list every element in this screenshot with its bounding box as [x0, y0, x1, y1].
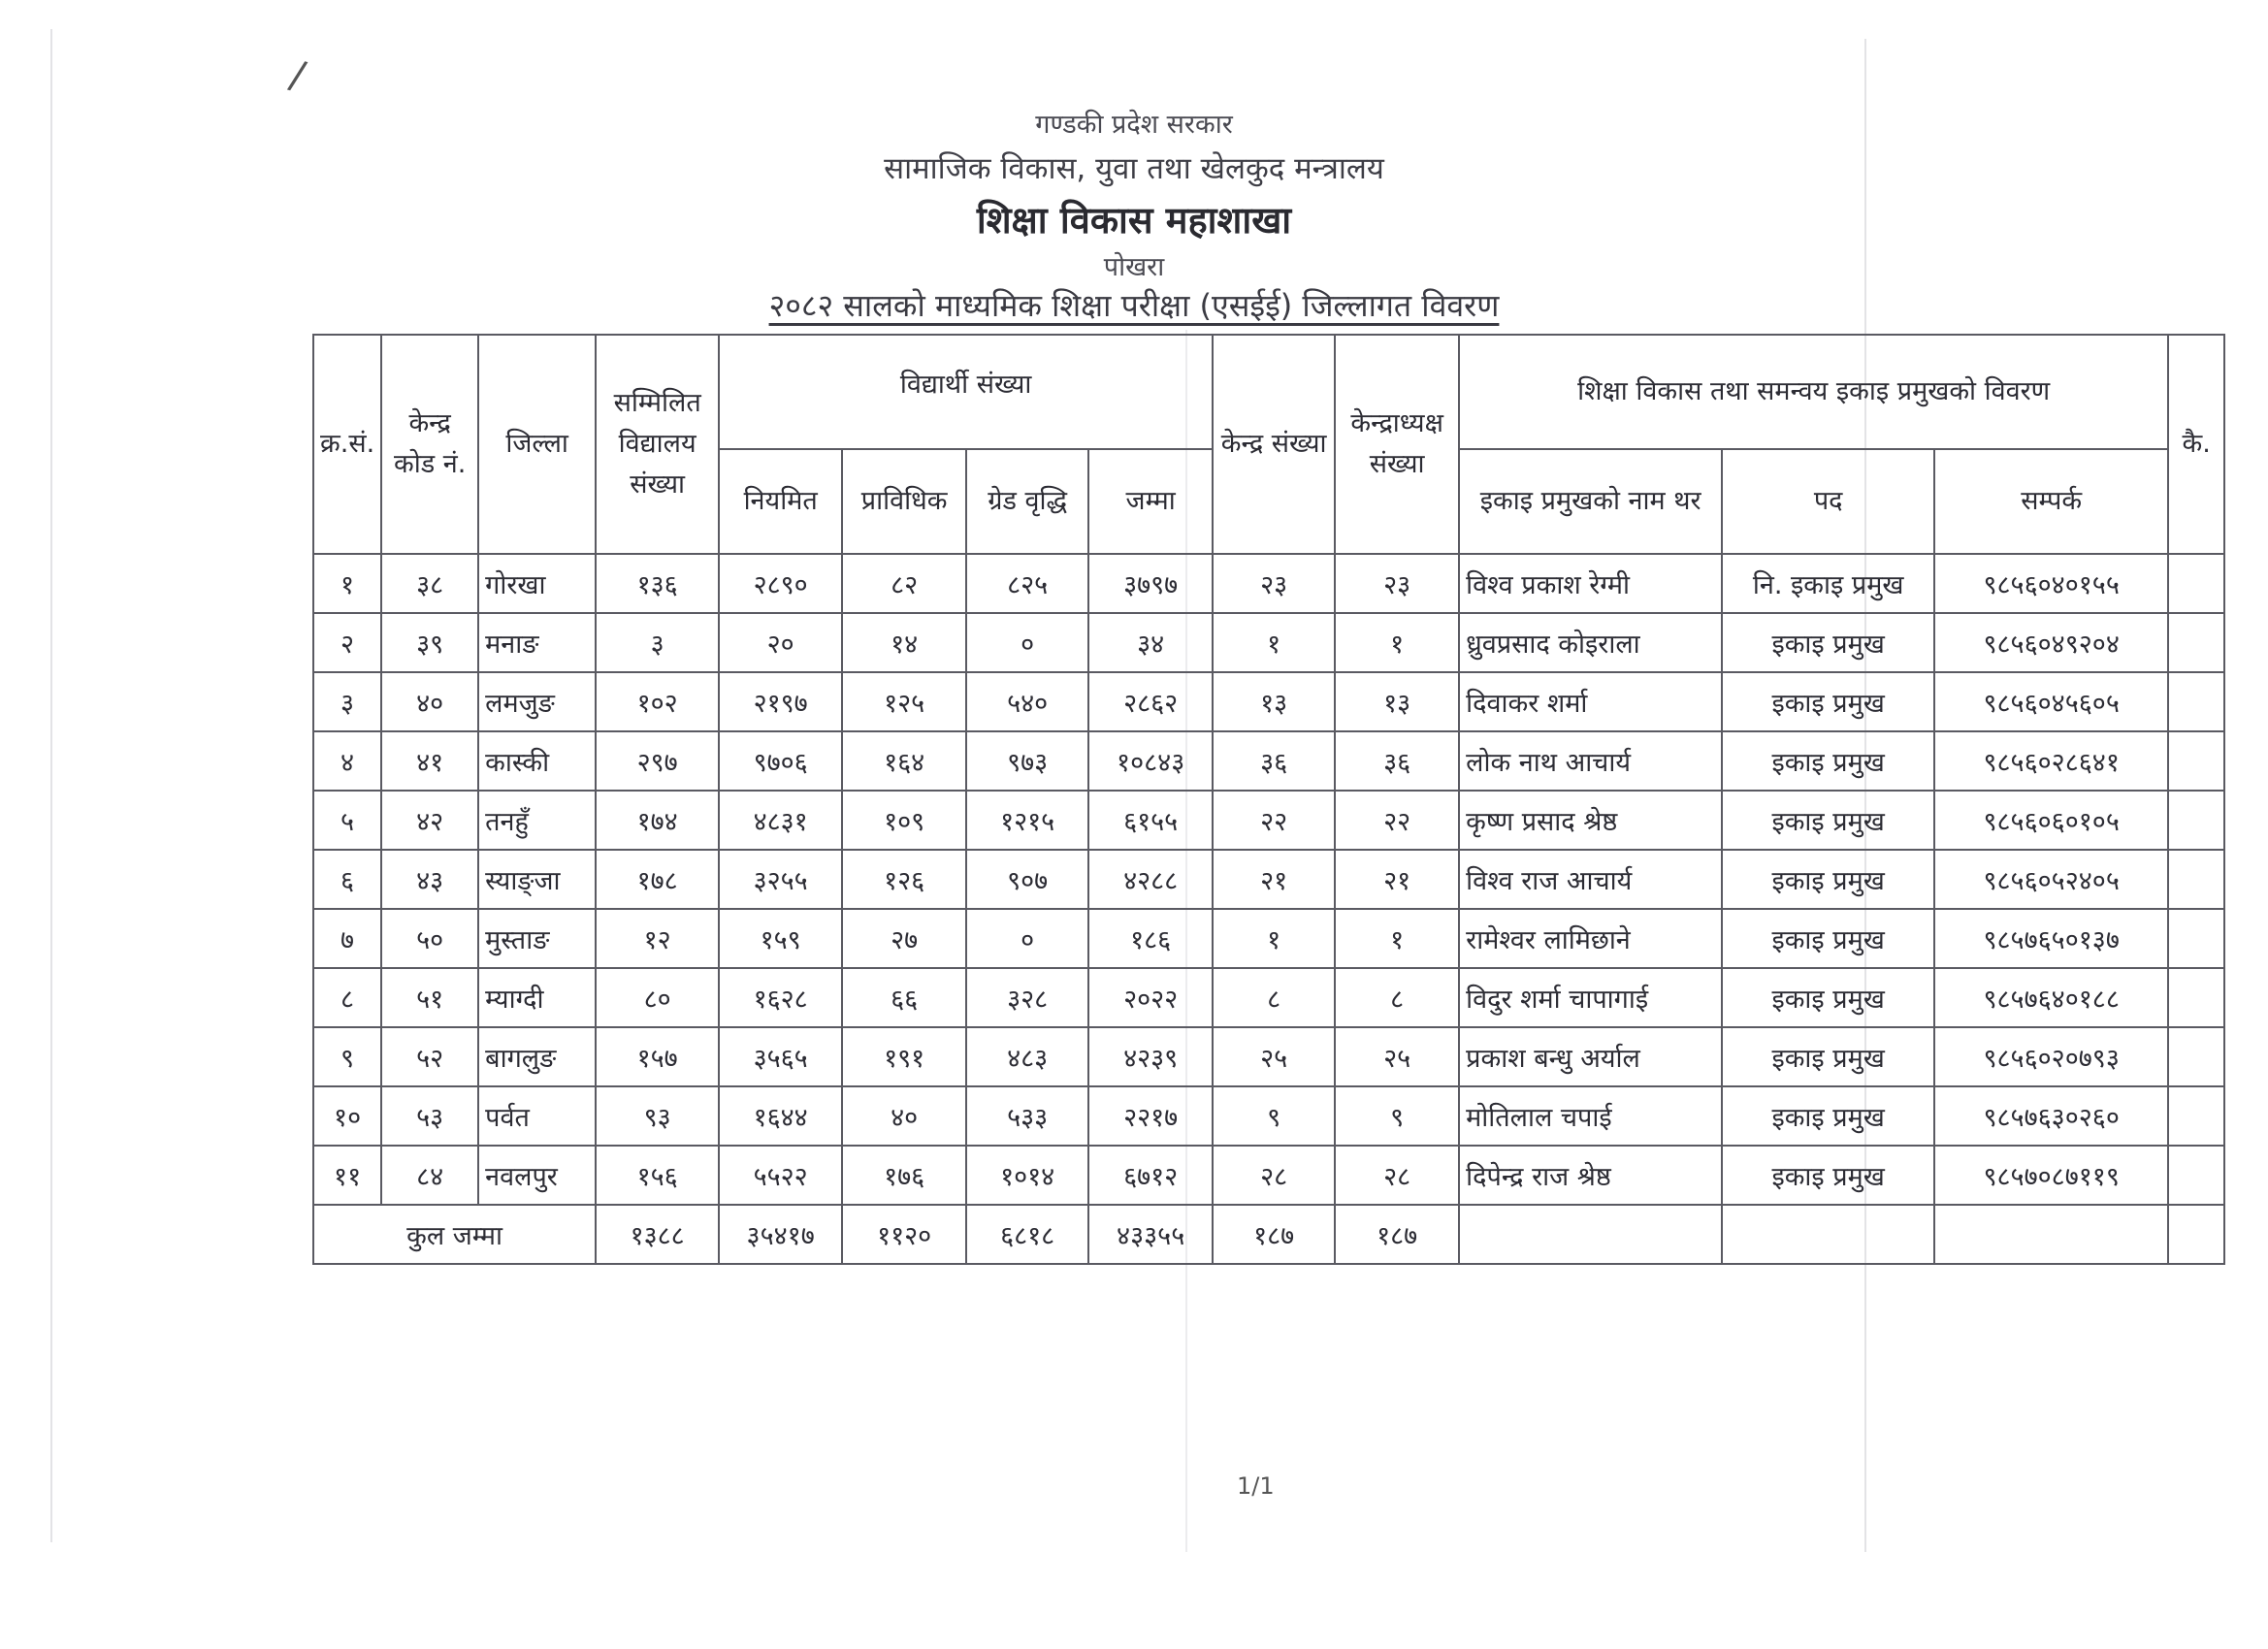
cell-district: लमजुङ: [478, 672, 596, 731]
cell-regular: २८९०: [719, 554, 842, 613]
cell-technical: १२६: [842, 850, 966, 909]
cell-remarks: [2168, 1086, 2224, 1146]
cell-contact: ९८५६०४५६०५: [1934, 672, 2168, 731]
cell-sn: ९: [313, 1027, 381, 1086]
cell-technical: ६६: [842, 968, 966, 1027]
cell-sn: ७: [313, 909, 381, 968]
table-row: [313, 554, 2224, 613]
cell-schools: २९७: [596, 731, 719, 791]
cell-contact: ९८५७०८७११९: [1934, 1146, 2168, 1205]
header-regular: नियमित: [719, 449, 842, 554]
table-row: [313, 613, 2224, 672]
cell-sn: ५: [313, 791, 381, 850]
cell-centers: २८: [1213, 1146, 1335, 1205]
cell-head-name: प्रकाश बन्धु अर्याल: [1459, 1027, 1722, 1086]
cell-post: इकाइ प्रमुख: [1722, 672, 1934, 731]
totals-empty-cell: [1459, 1205, 1722, 1264]
cell-contact: ९८५७६५०१३७: [1934, 909, 2168, 968]
cell-centers: ९: [1213, 1086, 1335, 1146]
cell-technical: ४०: [842, 1086, 966, 1146]
cell-centers: १: [1213, 613, 1335, 672]
cell-total: २२१७: [1088, 1086, 1213, 1146]
cell-grade-increment: ०: [966, 909, 1088, 968]
government-name: गण्डकी प्रदेश सरकार: [1035, 110, 1233, 140]
cell-remarks: [2168, 1027, 2224, 1086]
cell-regular: ३२५५: [719, 850, 842, 909]
totals-empty-cell: [1722, 1205, 1934, 1264]
cell-post: इकाइ प्रमुख: [1722, 613, 1934, 672]
cell-contact: ९८५७६४०१८८: [1934, 968, 2168, 1027]
cell-centers: १३: [1213, 672, 1335, 731]
cell-center-code: ५०: [381, 909, 478, 968]
totals-superintendents: १८७: [1335, 1205, 1459, 1264]
cell-total: २८६२: [1088, 672, 1213, 731]
cell-remarks: [2168, 613, 2224, 672]
cell-grade-increment: १२१५: [966, 791, 1088, 850]
cell-technical: १७६: [842, 1146, 966, 1205]
pen-mark: /: [285, 52, 310, 99]
cell-contact: ९८५६०५२४०५: [1934, 850, 2168, 909]
header-center-code: केन्द्र कोड नं.: [381, 335, 478, 554]
cell-head-name: मोतिलाल चपाई: [1459, 1086, 1722, 1146]
cell-post: नि. इकाइ प्रमुख: [1722, 554, 1934, 613]
cell-contact: ९८५६०६०१०५: [1934, 791, 2168, 850]
cell-district: पर्वत: [478, 1086, 596, 1146]
cell-sn: १: [313, 554, 381, 613]
cell-technical: १२५: [842, 672, 966, 731]
cell-regular: ४८३१: [719, 791, 842, 850]
cell-superintendents: २३: [1335, 554, 1459, 613]
cell-superintendents: २१: [1335, 850, 1459, 909]
table-row: [313, 672, 2224, 731]
cell-post: इकाइ प्रमुख: [1722, 909, 1934, 968]
cell-district: मुस्ताङ: [478, 909, 596, 968]
cell-sn: २: [313, 613, 381, 672]
cell-center-code: ४२: [381, 791, 478, 850]
totals-empty-cell: [2168, 1205, 2224, 1264]
cell-remarks: [2168, 554, 2224, 613]
table-row: [313, 1146, 2224, 1205]
cell-regular: ३५६५: [719, 1027, 842, 1086]
cell-district: स्याङ्जा: [478, 850, 596, 909]
table-row: [313, 968, 2224, 1027]
table-row: [313, 909, 2224, 968]
cell-regular: २१९७: [719, 672, 842, 731]
table-row: [313, 850, 2224, 909]
cell-head-name: ध्रुवप्रसाद कोइराला: [1459, 613, 1722, 672]
cell-superintendents: ९: [1335, 1086, 1459, 1146]
cell-grade-increment: ५३३: [966, 1086, 1088, 1146]
cell-post: इकाइ प्रमुख: [1722, 1146, 1934, 1205]
cell-center-code: ४३: [381, 850, 478, 909]
cell-center-code: ८४: [381, 1146, 478, 1205]
cell-sn: ३: [313, 672, 381, 731]
cell-superintendents: २२: [1335, 791, 1459, 850]
cell-sn: ८: [313, 968, 381, 1027]
totals-schools: १३८८: [596, 1205, 719, 1264]
cell-total: ३४: [1088, 613, 1213, 672]
cell-post: इकाइ प्रमुख: [1722, 968, 1934, 1027]
cell-head-name: लोक नाथ आचार्य: [1459, 731, 1722, 791]
cell-centers: ३६: [1213, 731, 1335, 791]
table-row: [313, 1027, 2224, 1086]
header-students: विद्यार्थी संख्या: [719, 335, 1213, 449]
cell-head-name: रामेश्वर लामिछाने: [1459, 909, 1722, 968]
cell-post: इकाइ प्रमुख: [1722, 1086, 1934, 1146]
cell-total: ३७९७: [1088, 554, 1213, 613]
cell-head-name: दिपेन्द्र राज श्रेष्ठ: [1459, 1146, 1722, 1205]
cell-post: इकाइ प्रमुख: [1722, 791, 1934, 850]
cell-schools: १२: [596, 909, 719, 968]
cell-superintendents: २५: [1335, 1027, 1459, 1086]
cell-superintendents: १: [1335, 613, 1459, 672]
cell-district: तनहुँ: [478, 791, 596, 850]
cell-contact: ९८५६०२०७९३: [1934, 1027, 2168, 1086]
cell-total: ६७१२: [1088, 1146, 1213, 1205]
city-name: पोखरा: [1103, 252, 1165, 282]
cell-remarks: [2168, 850, 2224, 909]
cell-grade-increment: ०: [966, 613, 1088, 672]
totals-row: [313, 1205, 2224, 1264]
exam-district-table: [312, 334, 2225, 1265]
cell-sn: १०: [313, 1086, 381, 1146]
table-body: [313, 554, 2224, 1205]
cell-technical: १६४: [842, 731, 966, 791]
cell-district: म्याग्दी: [478, 968, 596, 1027]
cell-head-name: दिवाकर शर्मा: [1459, 672, 1722, 731]
cell-technical: १०९: [842, 791, 966, 850]
cell-grade-increment: ३२८: [966, 968, 1088, 1027]
document-title-text: २०८२ सालको माध्यमिक शिक्षा परीक्षा (एसईई) जिल्लागत विवरण: [768, 287, 1500, 324]
cell-total: २०२२: [1088, 968, 1213, 1027]
cell-regular: १६४४: [719, 1086, 842, 1146]
cell-centers: ८: [1213, 968, 1335, 1027]
cell-center-code: ३८: [381, 554, 478, 613]
cell-schools: १७८: [596, 850, 719, 909]
cell-head-name: विदुर शर्मा चापागाई: [1459, 968, 1722, 1027]
division-name: शिक्षा विकास महाशाखा: [976, 199, 1292, 242]
cell-remarks: [2168, 1146, 2224, 1205]
header-remarks: कै.: [2168, 335, 2224, 554]
cell-district: बागलुङ: [478, 1027, 596, 1086]
cell-district: नवलपुर: [478, 1146, 596, 1205]
cell-regular: ९७०६: [719, 731, 842, 791]
header-district: जिल्ला: [478, 335, 596, 554]
cell-contact: ९८५६०४०१५५: [1934, 554, 2168, 613]
cell-technical: १९१: [842, 1027, 966, 1086]
cell-head-name: कृष्ण प्रसाद श्रेष्ठ: [1459, 791, 1722, 850]
cell-grade-increment: ४८३: [966, 1027, 1088, 1086]
cell-regular: ५५२२: [719, 1146, 842, 1205]
cell-remarks: [2168, 968, 2224, 1027]
cell-grade-increment: १०१४: [966, 1146, 1088, 1205]
cell-remarks: [2168, 909, 2224, 968]
cell-centers: २५: [1213, 1027, 1335, 1086]
cell-total: ६१५५: [1088, 791, 1213, 850]
header-technical: प्राविधिक: [842, 449, 966, 554]
header-centers: केन्द्र संख्या: [1213, 335, 1335, 554]
cell-total: १८६: [1088, 909, 1213, 968]
cell-center-code: ४१: [381, 731, 478, 791]
cell-post: इकाइ प्रमुख: [1722, 850, 1934, 909]
cell-post: इकाइ प्रमुख: [1722, 1027, 1934, 1086]
cell-remarks: [2168, 672, 2224, 731]
totals-empty-cell: [1934, 1205, 2168, 1264]
cell-technical: १४: [842, 613, 966, 672]
cell-superintendents: ३६: [1335, 731, 1459, 791]
cell-center-code: ५१: [381, 968, 478, 1027]
cell-schools: ८०: [596, 968, 719, 1027]
cell-regular: १५९: [719, 909, 842, 968]
cell-regular: १६२८: [719, 968, 842, 1027]
header-schools: सम्मिलित विद्यालय संख्या: [596, 335, 719, 554]
cell-district: गोरखा: [478, 554, 596, 613]
cell-contact: ९८५६०४९२०४: [1934, 613, 2168, 672]
totals-grade: ६८१८: [966, 1205, 1088, 1264]
cell-superintendents: १: [1335, 909, 1459, 968]
header-post: पद: [1722, 449, 1934, 554]
cell-technical: २७: [842, 909, 966, 968]
cell-total: १०८४३: [1088, 731, 1213, 791]
cell-centers: २१: [1213, 850, 1335, 909]
totals-technical: ११२०: [842, 1205, 966, 1264]
cell-superintendents: १३: [1335, 672, 1459, 731]
totals-regular: ३५४१७: [719, 1205, 842, 1264]
cell-schools: १३६: [596, 554, 719, 613]
cell-superintendents: ८: [1335, 968, 1459, 1027]
cell-center-code: ३९: [381, 613, 478, 672]
header-head-name: इकाइ प्रमुखको नाम थर: [1459, 449, 1722, 554]
cell-remarks: [2168, 731, 2224, 791]
totals-total: ४३३५५: [1088, 1205, 1213, 1264]
table-row: [313, 731, 2224, 791]
cell-remarks: [2168, 791, 2224, 850]
cell-grade-increment: ९७३: [966, 731, 1088, 791]
header-unit-details: शिक्षा विकास तथा समन्वय इकाइ प्रमुखको विवरण: [1459, 335, 2168, 449]
cell-total: ४२३९: [1088, 1027, 1213, 1086]
cell-schools: ९३: [596, 1086, 719, 1146]
ministry-name: सामाजिक विकास, युवा तथा खेलकुद मन्त्रालय: [884, 151, 1384, 186]
cell-sn: ६: [313, 850, 381, 909]
cell-contact: ९८५६०२८६४१: [1934, 731, 2168, 791]
cell-regular: २०: [719, 613, 842, 672]
header-total: जम्मा: [1088, 449, 1213, 554]
table-row: [313, 1086, 2224, 1146]
cell-center-code: ५३: [381, 1086, 478, 1146]
totals-centers: १८७: [1213, 1205, 1335, 1264]
document-title: [0, 284, 2268, 326]
table-row: [313, 791, 2224, 850]
cell-centers: २२: [1213, 791, 1335, 850]
cell-sn: ४: [313, 731, 381, 791]
cell-district: कास्की: [478, 731, 596, 791]
cell-grade-increment: ९०७: [966, 850, 1088, 909]
cell-center-code: ४०: [381, 672, 478, 731]
cell-centers: २३: [1213, 554, 1335, 613]
header-grade-increment: ग्रेड वृद्धि: [966, 449, 1088, 554]
cell-schools: १७४: [596, 791, 719, 850]
cell-technical: ८२: [842, 554, 966, 613]
cell-schools: ३: [596, 613, 719, 672]
cell-head-name: विश्व प्रकाश रेग्मी: [1459, 554, 1722, 613]
header-contact: सम्पर्क: [1934, 449, 2168, 554]
totals-label: कुल जम्मा: [313, 1205, 596, 1264]
cell-total: ४२८८: [1088, 850, 1213, 909]
cell-sn: ११: [313, 1146, 381, 1205]
cell-schools: १५६: [596, 1146, 719, 1205]
header-superintendents: केन्द्राध्यक्ष संख्या: [1335, 335, 1459, 554]
cell-contact: ९८५७६३०२६०: [1934, 1086, 2168, 1146]
cell-centers: १: [1213, 909, 1335, 968]
cell-head-name: विश्व राज आचार्य: [1459, 850, 1722, 909]
cell-grade-increment: ५४०: [966, 672, 1088, 731]
cell-schools: १५७: [596, 1027, 719, 1086]
cell-center-code: ५२: [381, 1027, 478, 1086]
cell-superintendents: २८: [1335, 1146, 1459, 1205]
cell-schools: १०२: [596, 672, 719, 731]
header-sn: क्र.सं.: [313, 335, 381, 554]
cell-district: मनाङ: [478, 613, 596, 672]
page-number: 1/1: [1237, 1472, 1275, 1500]
cell-post: इकाइ प्रमुख: [1722, 731, 1934, 791]
cell-grade-increment: ८२५: [966, 554, 1088, 613]
